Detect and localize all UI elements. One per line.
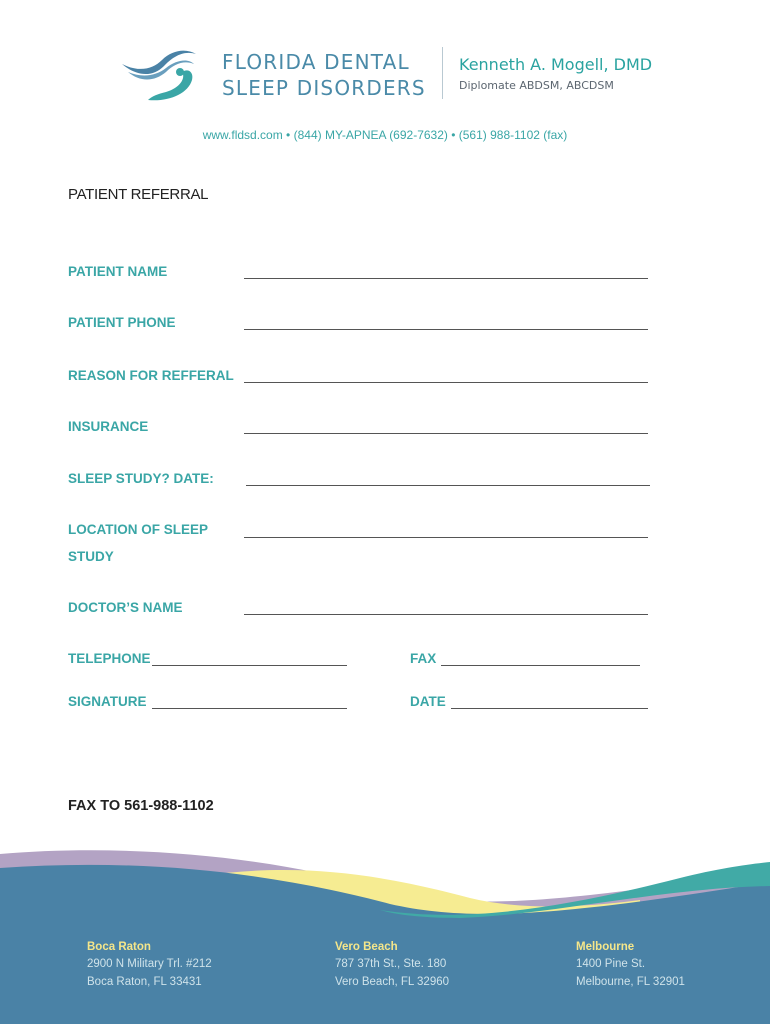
wave-logo-icon: [118, 42, 210, 104]
patient-phone-label: PATIENT PHONE: [68, 315, 176, 330]
location-name-boca-raton: Boca Raton: [87, 941, 151, 953]
location-city-boca-raton: Boca Raton, FL 33431: [87, 976, 202, 988]
doctor-credentials: Diplomate ABDSM, ABCDSM: [459, 79, 614, 92]
date-field[interactable]: [451, 708, 648, 709]
fax-to-instruction: FAX TO 561-988-1102: [68, 798, 214, 814]
fax-field[interactable]: [441, 665, 640, 666]
doctor-name: Kenneth A. Mogell, DMD: [459, 55, 653, 74]
reason-label: REASON FOR REFFERAL: [68, 368, 234, 383]
location-label-line-2: STUDY: [68, 549, 114, 564]
fax-label: FAX: [410, 651, 437, 666]
location-address-boca-raton: 2900 N Military Trl. #212: [87, 958, 212, 970]
footer-wave-graphic: [0, 848, 770, 1024]
patient-phone-field[interactable]: [244, 329, 648, 330]
form-title: PATIENT REFERRAL: [68, 186, 209, 203]
sleep-study-date-field[interactable]: [246, 485, 650, 486]
patient-name-field[interactable]: [244, 278, 648, 279]
contact-line: www.fldsd.com • (844) MY-APNEA (692-7632) • (561) 988-1102 (fax): [202, 128, 568, 142]
location-name-melbourne: Melbourne: [576, 941, 635, 953]
brand-name-line-1: FLORIDA DENTAL: [222, 50, 410, 74]
sleep-study-date-label: SLEEP STUDY? DATE:: [68, 471, 214, 486]
signature-label: SIGNATURE: [68, 694, 147, 709]
telephone-field[interactable]: [152, 665, 347, 666]
doctors-name-label: DOCTOR’S NAME: [68, 600, 183, 615]
brand-name-line-2: SLEEP DISORDERS: [222, 76, 426, 100]
insurance-label: INSURANCE: [68, 419, 149, 434]
reason-field[interactable]: [244, 382, 648, 383]
telephone-label: TELEPHONE: [68, 651, 151, 666]
location-label-line-1: LOCATION OF SLEEP: [68, 522, 209, 537]
location-address-vero-beach: 787 37th St., Ste. 180: [335, 958, 447, 970]
signature-field[interactable]: [152, 708, 347, 709]
header-divider: [442, 47, 443, 99]
location-name-vero-beach: Vero Beach: [335, 941, 398, 953]
location-field[interactable]: [244, 537, 648, 538]
patient-name-label: PATIENT NAME: [68, 264, 168, 279]
doctors-name-field[interactable]: [244, 614, 648, 615]
location-address-melbourne: 1400 Pine St.: [576, 958, 646, 970]
location-city-melbourne: Melbourne, FL 32901: [576, 976, 685, 988]
insurance-field[interactable]: [244, 433, 648, 434]
date-label: DATE: [410, 694, 446, 709]
location-city-vero-beach: Vero Beach, FL 32960: [335, 976, 450, 988]
